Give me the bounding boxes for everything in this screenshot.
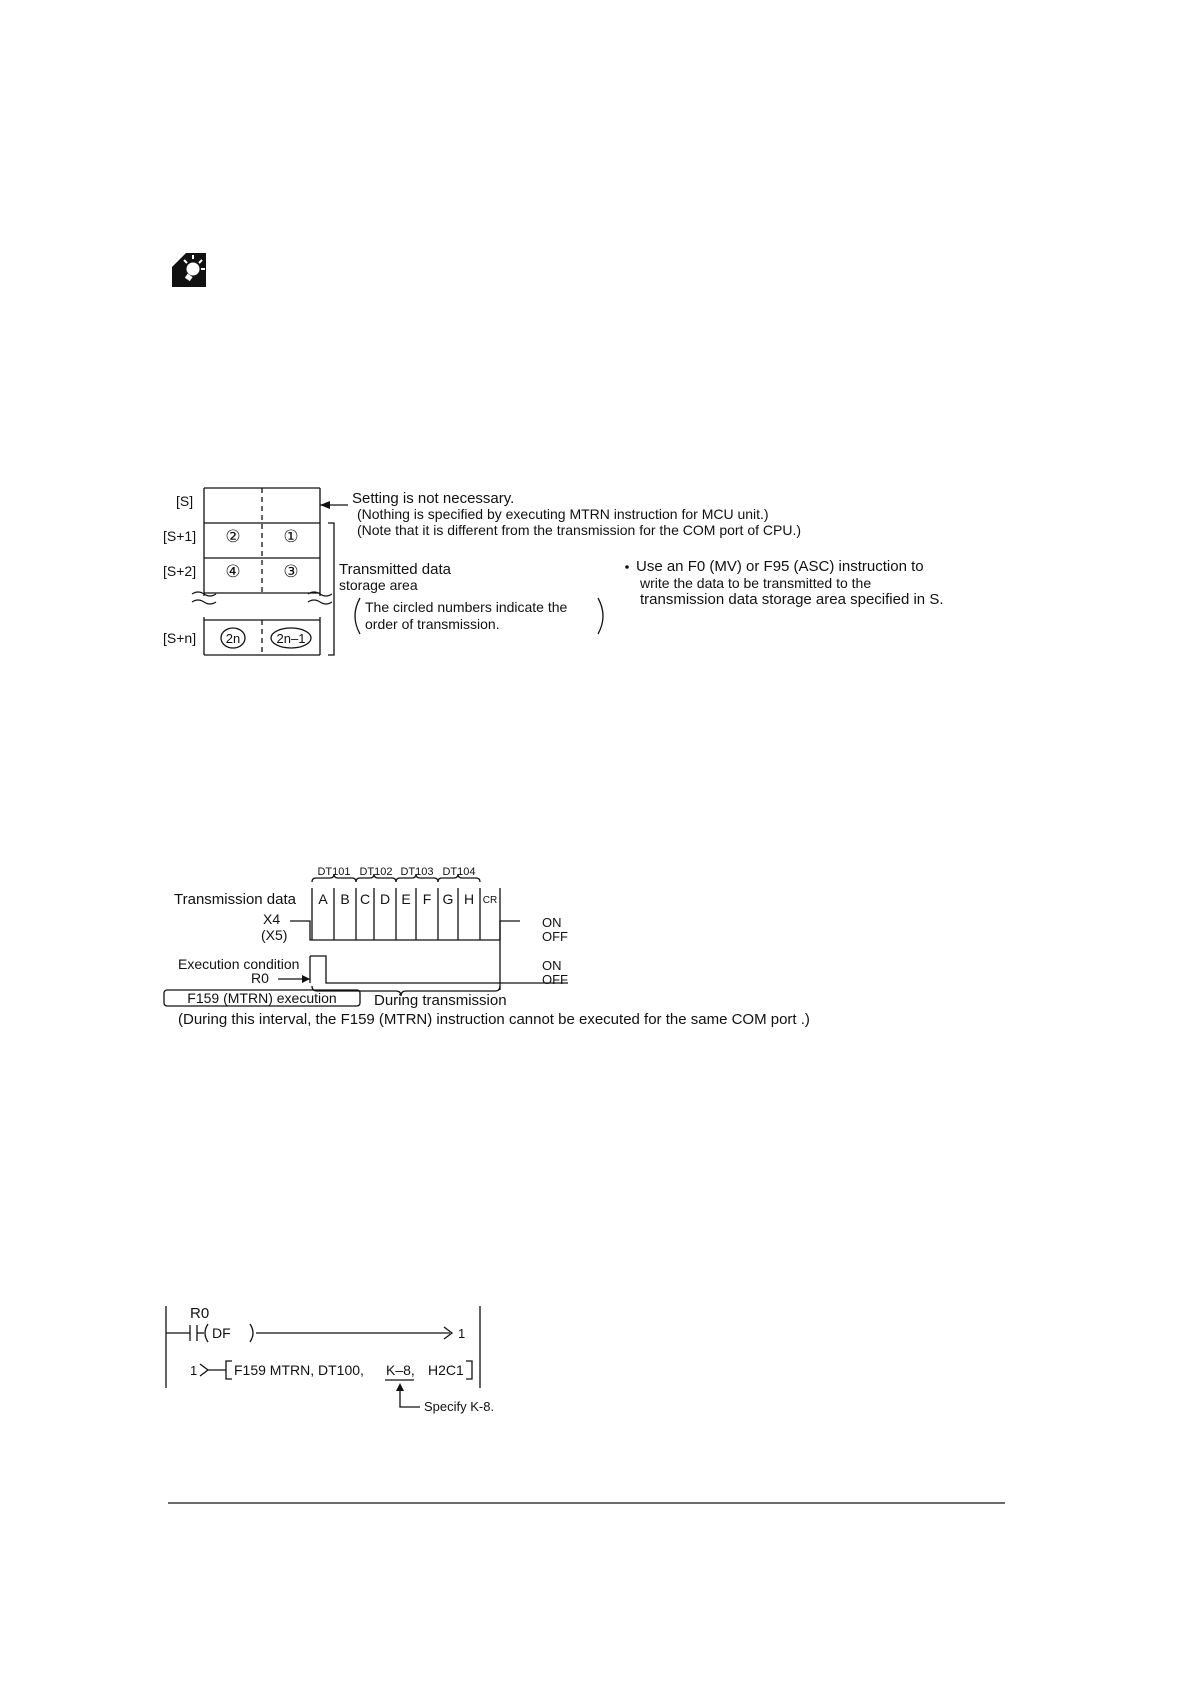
note-com-port: (Note that it is different from the transmission for the COM port of CPU.)	[357, 522, 802, 538]
order-note-2: order of transmission.	[365, 616, 500, 632]
output-label-1: 1	[458, 1326, 466, 1341]
k-operand: K–8,	[386, 1362, 415, 1378]
tip-line-1: Use an F0 (MV) or F95 (ASC) instruction to	[636, 558, 924, 575]
byte-c: C	[359, 891, 371, 907]
tip-line-2: write the data to be transmitted to the	[640, 575, 872, 591]
row-label-s1: [S+1]	[163, 528, 197, 544]
order-note-1: The circled numbers indicate the	[365, 599, 568, 615]
interval-note: (During this interval, the F159 (MTRN) instruction cannot be executed for the same COM port .)	[178, 1011, 810, 1028]
cell-sn-low: 2n–1	[276, 631, 306, 646]
storage-area-diagram	[163, 488, 944, 655]
note-mcu: (Nothing is specified by executing MTRN instruction for MCU unit.)	[357, 506, 769, 522]
h-operand: H2C1	[428, 1362, 464, 1378]
r0-on: ON	[542, 958, 562, 973]
x4-on: ON	[542, 915, 562, 930]
byte-b: B	[340, 891, 350, 907]
register-dt104: DT104	[442, 866, 476, 878]
cell-s1-high: ②	[225, 527, 241, 546]
x4-off: OFF	[542, 929, 568, 944]
cell-sn-high: 2n	[225, 631, 241, 646]
area-label-1: Transmitted data	[339, 561, 451, 578]
byte-e: E	[401, 891, 411, 907]
byte-d: D	[379, 891, 391, 907]
cell-s2-low: ③	[283, 562, 299, 581]
area-label-2: storage area	[339, 577, 418, 593]
r0-label: R0	[251, 970, 269, 986]
exec-box-label: F159 (MTRN) execution	[187, 990, 337, 1006]
r0-off: OFF	[542, 972, 568, 987]
note-setting: Setting is not necessary.	[352, 490, 515, 507]
exec-condition-label: Execution condition	[178, 956, 300, 972]
byte-h: H	[463, 891, 475, 907]
cell-s1-low: ①	[283, 527, 299, 546]
input-label-1: 1	[190, 1363, 198, 1378]
transmission-data-label: Transmission data	[174, 891, 296, 908]
tip-line-3: transmission data storage area specified in S.	[640, 591, 944, 608]
cell-s2-high: ④	[225, 562, 241, 581]
row-label-s2: [S+2]	[163, 563, 197, 579]
register-dt103: DT103	[400, 866, 434, 878]
during-transmission: During transmission	[374, 992, 507, 1009]
lightbulb-hint-icon	[172, 253, 206, 287]
byte-cr: CR	[482, 895, 498, 906]
byte-f: F	[422, 891, 432, 907]
byte-g: G	[442, 891, 454, 907]
register-dt102: DT102	[359, 866, 393, 878]
df-instruction: DF	[212, 1325, 231, 1341]
specify-k8-note: Specify K-8.	[424, 1399, 495, 1414]
x4-label: X4	[263, 911, 281, 927]
byte-a: A	[318, 891, 328, 907]
row-label-sn: [S+n]	[163, 630, 197, 646]
timing-chart	[164, 866, 810, 1028]
contact-r0: R0	[190, 1305, 210, 1322]
row-label-s: [S]	[176, 493, 194, 509]
register-dt101: DT101	[317, 866, 351, 878]
x5-label: (X5)	[261, 927, 288, 943]
f159-instruction: F159 MTRN, DT100,	[234, 1362, 364, 1378]
ladder-program	[166, 1305, 494, 1414]
